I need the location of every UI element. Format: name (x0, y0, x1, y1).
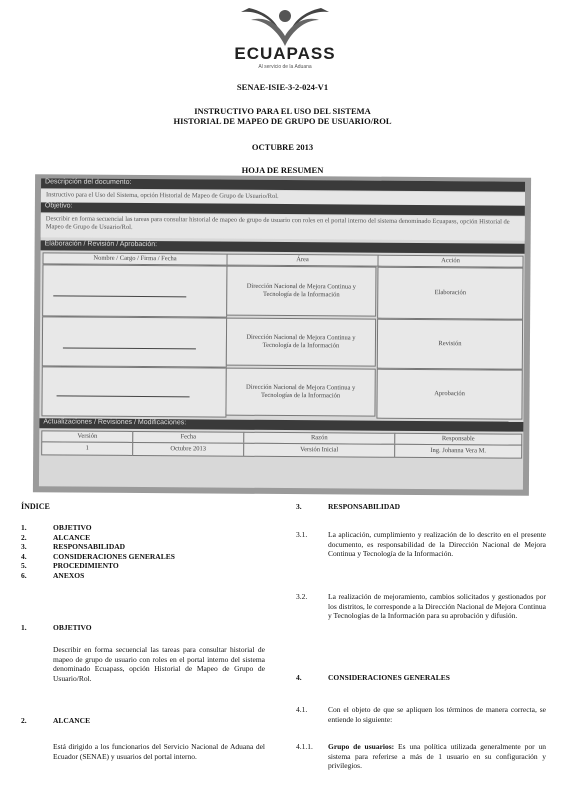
section-2-text: Está dirigido a los funcionarios del Servicio Nacional de Aduana del Ecuador (SENAE) y usuarios del portal interno. (53, 742, 265, 761)
updates-col-reason: Razón (243, 432, 395, 445)
desc-header: Descripción del documento: (41, 178, 525, 191)
updates-col-version: Versión (41, 430, 133, 443)
index-item: 1. OBJETIVO (21, 523, 92, 532)
document-date: OCTUBRE 2013 (251, 142, 314, 152)
logo-brand-text: ECUAPASS (234, 44, 336, 63)
signature-cell-3 (41, 366, 226, 417)
updates-col-responsible: Responsable (394, 433, 522, 446)
section-1-text: Describir en forma secuencial las tareas para consultar historial de mapeo de grupo de usuario con roles en el portal interno del sistema denominado Ecuapass, opción Historial de Mapeo de Grupo de Usuario/Rol. (53, 645, 265, 683)
updates-responsible: Ing. Johanna Vera M. (394, 444, 522, 459)
section-3-number: 3. (296, 502, 302, 511)
index-item: 2. ALCANCE (21, 532, 91, 542)
para-3-2-text: La realización de mejoramiento, cambios solicitados y gestionados por los distritos, le corresponde a la Dirección Nacional de Mejora Continua y Tecnologías de la Información para su aprobación y difusión. (328, 592, 546, 620)
updates-col-date: Fecha (132, 431, 244, 444)
signature-cell-1 (42, 264, 227, 317)
updates-date: Octubre 2013 (132, 442, 244, 457)
desc-text: Instructivo para el Uso del Sistema, opción Historial de Mapeo de Grupo de Usuario/Rol. (41, 189, 525, 206)
para-3-1-number: 3.1. (296, 530, 308, 539)
para-4-1-text: Con el objeto de que se apliquen los términos de manera correcta, se entiende lo siguiente: (328, 705, 546, 724)
action-cell-1: Elaboración (377, 267, 523, 320)
summary-sheet-title: HOJA DE RESUMEN (241, 165, 324, 175)
area-cell-2: Dirección Nacional de Mejora Continua y Tecnología de la Información (226, 318, 376, 367)
summary-sheet-photo (33, 174, 531, 495)
document-title-line2: HISTORIAL DE MAPEO DE GRUPO DE USUARIO/ROL (173, 116, 392, 126)
condor-logo-icon (237, 6, 333, 48)
para-3-1-text: La aplicación, cumplimiento y realización de lo descrito en el presente documento, es responsabilidad de la Dirección Nacional de Mejora Continua y Tecnología de la Información. (328, 530, 546, 558)
col-header-action: Acción (377, 255, 523, 268)
section-4-number: 4. (296, 673, 302, 682)
index-title: ÍNDICE (21, 502, 50, 511)
action-cell-3: Aprobación (376, 369, 522, 420)
document-code: SENAE-ISIE-3-2-024-V1 (236, 82, 329, 92)
signature-cell-2 (42, 316, 227, 367)
ecuapass-logo (205, 6, 365, 76)
para-4-1-1-number: 4.1.1. (296, 742, 313, 751)
updates-version: 1 (41, 441, 133, 456)
para-3-2-number: 3.2. (296, 592, 308, 601)
section-3-title: RESPONSABILIDAD (328, 502, 401, 511)
para-4-1-number: 4.1. (296, 705, 308, 714)
section-2-number: 2. (21, 716, 27, 725)
objective-header: Objetivo: (41, 202, 525, 215)
logo-tagline: Al servicio de la Aduana (258, 64, 312, 70)
area-cell-3: Dirección Nacional de Mejora Continua y Tecnologías de la Información (225, 368, 375, 417)
col-header-name: Nombre / Cargo / Firma / Fecha (42, 252, 227, 265)
elaboration-header: Elaboración / Revisión / Aprobación: (41, 240, 525, 253)
area-cell-1: Dirección Nacional de Mejora Continua y Tecnología de la Información (226, 266, 376, 317)
document-title-line1: INSTRUCTIVO PARA EL USO DEL SISTEMA (194, 106, 371, 116)
section-1-number: 1. (21, 623, 27, 632)
index-item: 4. CONSIDERACIONES GENERALES (21, 551, 175, 561)
para-4-1-1 (328, 742, 546, 771)
updates-reason: Versión Inicial (243, 443, 395, 458)
index-item: 3. RESPONSABILIDAD (21, 542, 126, 551)
action-cell-2: Revisión (377, 319, 523, 370)
section-1-title: OBJETIVO (53, 623, 92, 632)
index-item: 6. ANEXOS (21, 570, 85, 580)
updates-header: Actualizaciones / Revisiones / Modificaciones: (39, 418, 523, 431)
col-header-area: Área (226, 254, 378, 267)
index-item: 5. PROCEDIMIENTO (21, 561, 119, 570)
index-list (21, 523, 261, 580)
term-definition: Es una política utilizada generalmente por un sistema para referirse a más de 1 usuario en su configuración y privilegios. (328, 742, 546, 770)
section-2-title: ALCANCE (53, 716, 91, 725)
objective-text: Describir en forma secuencial las tareas para consultar historial de mapeo de grupo de usuario con roles en el portal interno del sistema denominado Ecuapass, opción Historial de Mapeo de Grupo de Usuario/Rol. (41, 213, 525, 240)
term-grupo-de-usuarios: Grupo de usuarios: (328, 742, 395, 751)
section-4-title: CONSIDERACIONES GENERALES (328, 673, 450, 682)
